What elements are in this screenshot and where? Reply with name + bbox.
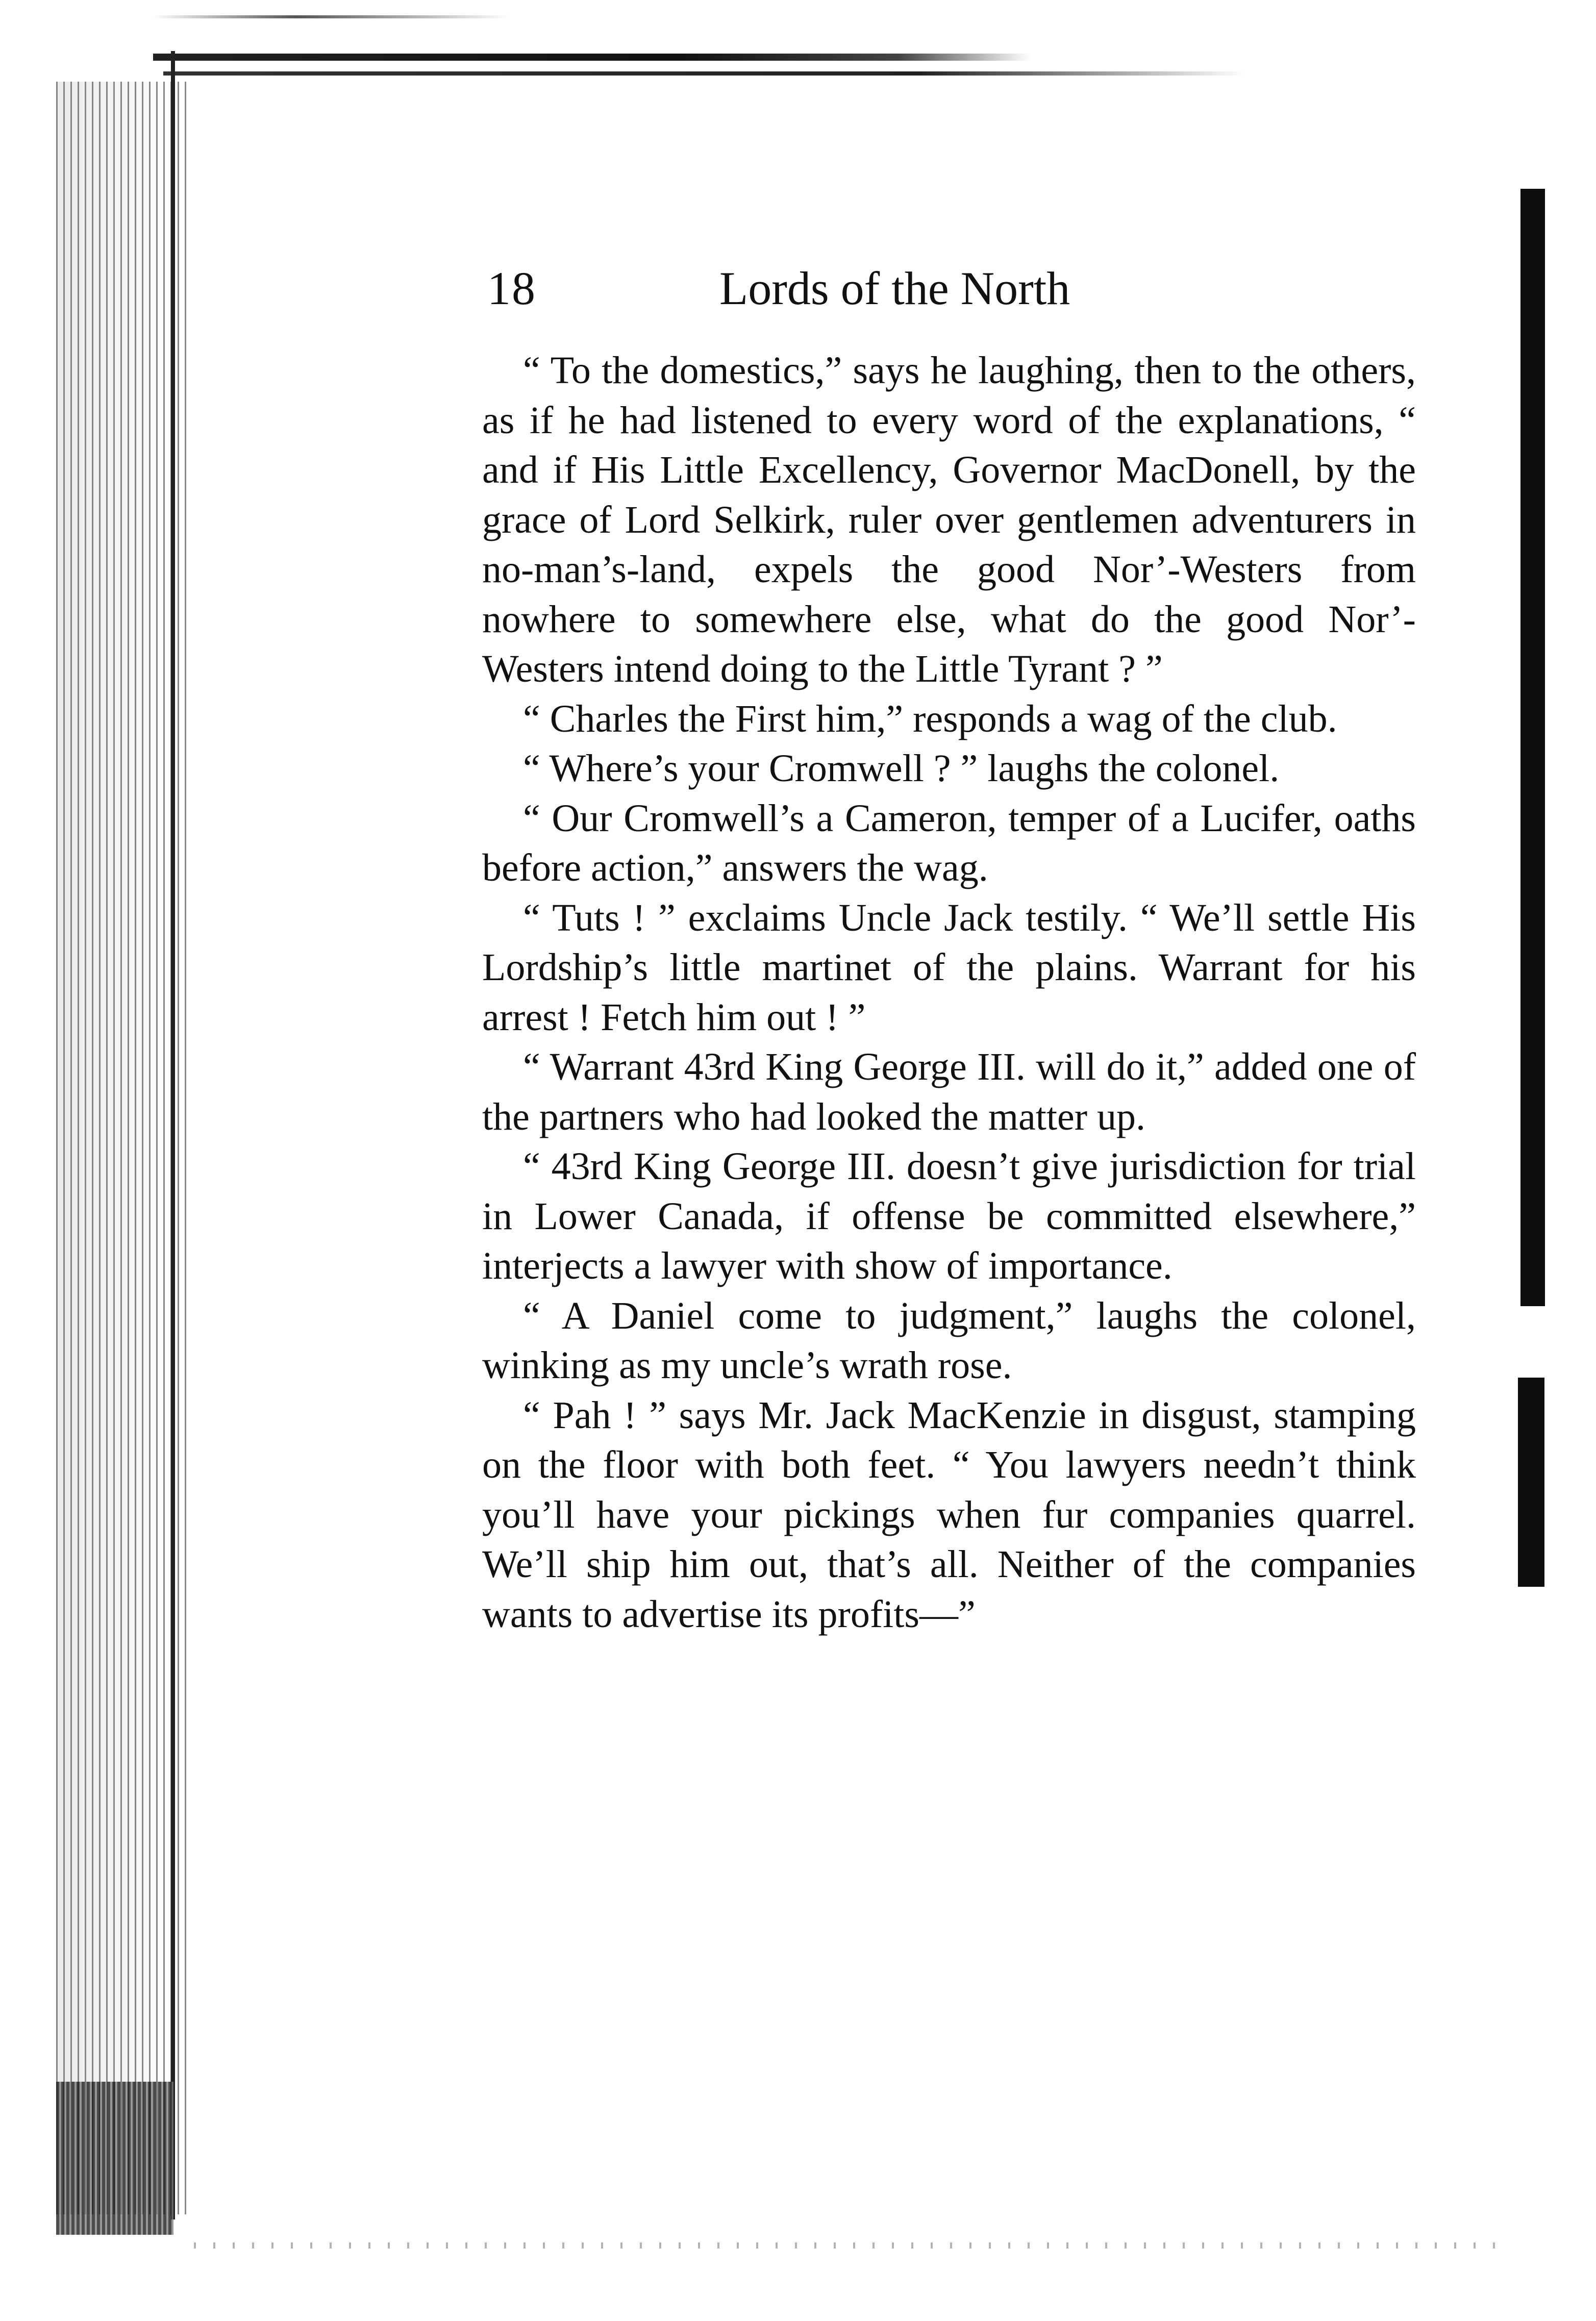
body-text [482, 346, 1416, 1639]
paragraph: “ Pah ! ” says Mr. Jack MacKenzie in disgust, stamping on the floor with both feet. “ You lawyers needn’t think you’ll have your pickings when fur companies quarrel. We’ll ship him out, that’s all. Neither of the companies wants to advertise its profits—” [482, 1393, 1416, 1636]
scan-speckle-bottom [194, 2242, 1500, 2249]
page-number: 18 [487, 262, 536, 314]
page-edge-bottom-left [56, 2082, 173, 2235]
running-header [487, 258, 1151, 319]
paragraph: “ Warrant 43rd King George III. will do it,” added one of the partners who had looked the matter up. [482, 1045, 1416, 1138]
scan-edge-right-upper [1520, 189, 1545, 1306]
page-edge-stack-left [56, 82, 189, 2214]
paragraph: “ A Daniel come to judgment,” laughs the colonel, winking as my uncle’s wrath rose. [482, 1294, 1416, 1387]
paragraph: “ Tuts ! ” exclaims Uncle Jack testily. “ We’ll settle His Lordship’s little martinet of the plains. Warrant for his arrest ! Fetch him out ! ” [482, 896, 1416, 1039]
paragraph: “ Charles the First him,” responds a wag of the club. [523, 697, 1337, 740]
paragraph: “ To the domestics,” says he laughing, then to the others, as if he had listened to every word of the explanations, “ and if His Little Excellency, Governor MacDonell, by the grace of Lord Selkirk, ruler over gentlemen adventurers in no-man’s-land, expels the good Nor’-Westers from nowhere to somewhere else, what do the good Nor’-Westers intend doing to the Little Tyrant ? ” [482, 349, 1416, 690]
page-edge-left [171, 51, 175, 2219]
paragraph: “ Our Cromwell’s a Cameron, temper of a Lucifer, oaths before action,” answers the wag. [482, 796, 1416, 889]
scan-edge-top-rule [163, 71, 1245, 76]
scan-edge-top-faint [153, 15, 510, 18]
paragraph: “ Where’s your Cromwell ? ” laughs the colonel. [523, 747, 1280, 790]
scan-edge-top [153, 54, 1031, 61]
book-title: Lords of the North [719, 262, 1070, 314]
paragraph: “ 43rd King George III. doesn’t give jurisdiction for trial in Lower Canada, if offense be committed elsewhere,” interjects a lawyer with show of importance. [482, 1145, 1416, 1287]
scan-edge-right-lower [1518, 1378, 1544, 1587]
